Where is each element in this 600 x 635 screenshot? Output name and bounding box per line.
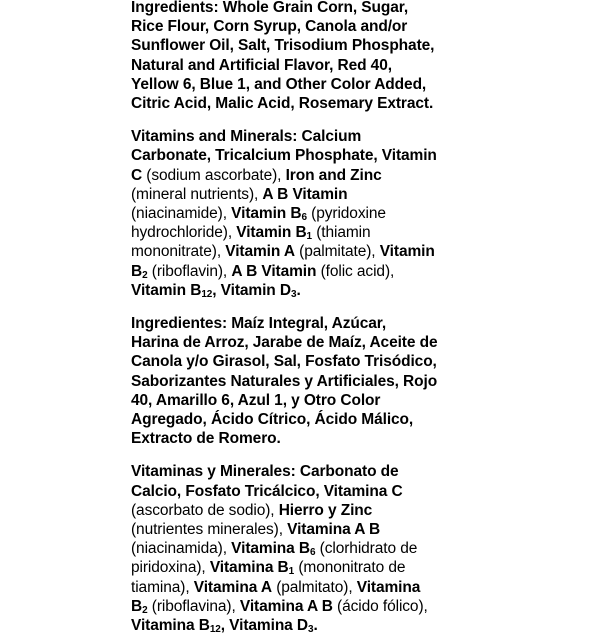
vitamins-line bbox=[131, 578, 471, 597]
nutrient-desc: (folic acid), bbox=[316, 262, 395, 280]
ingredients-line: Agregado, Ácido Cítrico, Ácido Málico, bbox=[131, 411, 414, 429]
ingredients-line: Canola y/o Girasol, Sal, Fosfato Trisódico, bbox=[131, 353, 437, 371]
vitamins-line bbox=[131, 204, 471, 223]
vitamins-line: Vitamins and Minerals: Calcium bbox=[131, 128, 362, 146]
ingredients-line: 40, Amarillo 6, Azul 1, y Otro Color bbox=[131, 391, 381, 409]
ingredients-line: Yellow 6, Blue 1, and Other Color Added, bbox=[131, 75, 427, 93]
ingredients-line: Harina de Arroz, Jarabe de Maíz, Aceite de bbox=[131, 334, 438, 352]
subscript: 3 bbox=[308, 624, 314, 635]
ingredients-line: Sunflower Oil, Salt, Trisodium Phosphate, bbox=[131, 37, 435, 55]
nutrient-name: Vitamin bbox=[379, 243, 435, 261]
ingredients-line: Saborizantes Naturales y Artificiales, Rojo bbox=[131, 372, 438, 390]
nutrient-desc: (mineral nutrients), bbox=[131, 185, 263, 203]
nutrient-name: Vitamina B bbox=[209, 559, 289, 577]
nutrient-desc: (clorhidrato de bbox=[315, 540, 418, 558]
vitamins-line bbox=[131, 616, 471, 635]
nutrient-name: C bbox=[131, 166, 143, 184]
ingredients-line: Ingredients: Whole Grain Corn, Sugar, bbox=[131, 0, 409, 16]
nutrient-name: , Vitamina D bbox=[220, 617, 309, 635]
vitamins-line: Carbonate, Tricalcium Phosphate, Vitamin bbox=[131, 147, 437, 165]
punctuation: . bbox=[296, 281, 301, 299]
nutrient-name: Vitamin A bbox=[225, 243, 295, 261]
nutrient-desc: (sodium ascorbate), bbox=[142, 166, 286, 184]
ingredients-label-panel bbox=[131, 0, 471, 635]
nutrient-name: Vitamina bbox=[356, 578, 421, 596]
nutrient-desc: (niacinamide), bbox=[131, 205, 232, 223]
nutrient-name: Vitamina B bbox=[131, 617, 210, 635]
vitamins-line bbox=[131, 242, 471, 261]
nutrient-desc: (mononitrato de bbox=[294, 559, 406, 577]
ingredients-line: Rice Flour, Corn Syrup, Canola and/or bbox=[131, 18, 408, 36]
vitamins-line bbox=[131, 558, 471, 577]
nutrient-desc: piridoxina), bbox=[131, 559, 210, 577]
subscript: 3 bbox=[290, 288, 297, 300]
nutrient-name: Vitamina A B bbox=[287, 521, 381, 539]
nutrient-name: B bbox=[131, 597, 143, 615]
subscript: 2 bbox=[142, 604, 148, 616]
nutrient-name: B bbox=[131, 262, 143, 280]
vitamins-spanish bbox=[131, 462, 471, 635]
nutrient-name: Vitamina A B bbox=[239, 597, 333, 615]
vitamins-line bbox=[131, 223, 471, 242]
nutrient-desc: (ácido fólico), bbox=[332, 597, 428, 615]
nutrient-name: Iron and Zinc bbox=[285, 166, 382, 184]
nutrient-desc: (niacinamida), bbox=[131, 540, 232, 558]
nutrient-desc: (palmitate), bbox=[294, 243, 380, 261]
nutrient-name: , Vitamin D bbox=[212, 281, 291, 299]
ingredients-line: Citric Acid, Malic Acid, Rosemary Extract. bbox=[131, 95, 434, 113]
ingredients-spanish bbox=[131, 314, 471, 448]
nutrient-name: Hierro y Zinc bbox=[278, 501, 373, 519]
vitamins-english bbox=[131, 127, 471, 300]
subscript: 12 bbox=[201, 288, 213, 300]
vitamins-line bbox=[131, 520, 471, 539]
nutrient-desc: (nutrientes minerales), bbox=[131, 521, 288, 539]
nutrient-desc: mononitrate), bbox=[131, 243, 226, 261]
vitamins-line: Calcio, Fosfato Tricálcico, Vitamina C bbox=[131, 482, 403, 500]
nutrient-desc: (ascorbato de sodio), bbox=[131, 501, 279, 519]
nutrient-name: Vitamin B bbox=[231, 205, 302, 223]
subscript: 1 bbox=[306, 231, 313, 243]
ingredients-english bbox=[131, 0, 471, 113]
nutrient-name: Vitamin B bbox=[236, 224, 307, 242]
vitamins-line bbox=[131, 166, 471, 185]
vitamins-line bbox=[131, 501, 471, 520]
nutrient-name: A B Vitamin bbox=[231, 262, 317, 280]
vitamins-line bbox=[131, 281, 471, 300]
subscript: 6 bbox=[309, 547, 316, 559]
punctuation: . bbox=[313, 617, 318, 635]
nutrient-desc: (riboflavin), bbox=[147, 262, 232, 280]
ingredients-line: Natural and Artificial Flavor, Red 40, bbox=[131, 56, 392, 74]
vitamins-line bbox=[131, 539, 471, 558]
nutrient-name: A B Vitamin bbox=[262, 185, 348, 203]
nutrient-desc: tiamina), bbox=[131, 578, 194, 596]
subscript: 6 bbox=[301, 212, 307, 224]
nutrient-desc: hydrochloride), bbox=[131, 224, 237, 242]
nutrient-name: Vitamina B bbox=[231, 540, 310, 558]
nutrient-desc: (pyridoxine bbox=[306, 205, 386, 223]
nutrient-name: Vitamin B bbox=[131, 281, 202, 299]
nutrient-desc: (palmitato), bbox=[272, 578, 357, 596]
nutrient-name: Vitamina A bbox=[193, 578, 272, 596]
nutrient-desc: (thiamin bbox=[312, 224, 371, 242]
ingredients-line: Extracto de Romero. bbox=[131, 430, 281, 448]
subscript: 1 bbox=[288, 566, 295, 578]
vitamins-line bbox=[131, 262, 471, 281]
subscript: 12 bbox=[209, 624, 221, 635]
nutrient-desc: (riboflavina), bbox=[147, 597, 240, 615]
subscript: 2 bbox=[142, 269, 148, 281]
ingredients-line: Ingredientes: Maíz Integral, Azúcar, bbox=[131, 315, 387, 333]
vitamins-line: Vitaminas y Minerales: Carbonato de bbox=[131, 463, 399, 481]
vitamins-line bbox=[131, 185, 471, 204]
